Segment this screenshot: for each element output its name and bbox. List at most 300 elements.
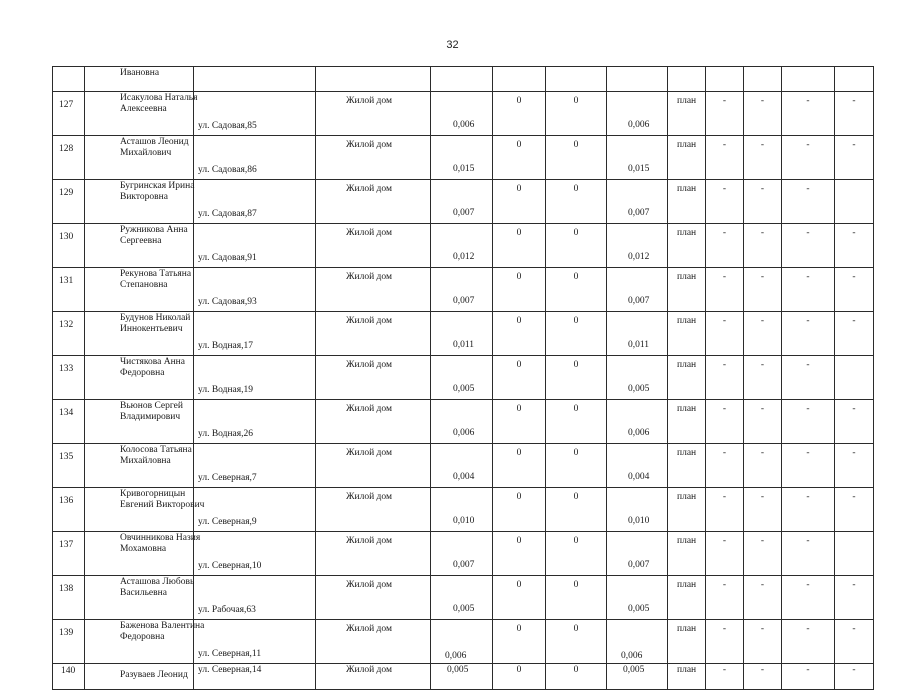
owner-name-line2: Владимирович — [120, 412, 181, 422]
address: ул. Водная,19 — [198, 385, 254, 395]
dash: - — [722, 580, 727, 590]
cell-c1 — [493, 664, 546, 690]
dash: - — [760, 96, 765, 106]
cell-num — [53, 532, 85, 576]
value-c1: 0 — [516, 96, 522, 106]
area-value: 0,006 — [453, 428, 475, 438]
area-value-total: 0,007 — [628, 296, 650, 306]
cell-area-b — [607, 224, 668, 268]
area-value-total: 0,004 — [628, 472, 650, 482]
object-type: Жилой дом — [346, 665, 392, 675]
value-c1: 0 — [516, 140, 522, 150]
area-value: 0,007 — [453, 296, 475, 306]
dash: - — [760, 228, 765, 238]
value-c1: 0 — [516, 624, 522, 634]
dash: - — [760, 536, 765, 546]
row-number: 137 — [59, 540, 74, 550]
owner-name-line1: Ружникова Анна — [120, 225, 188, 235]
object-type: Жилой дом — [346, 536, 392, 546]
cell-address — [194, 224, 316, 268]
cell-d4 — [835, 356, 874, 400]
owner-name-line1: Кривогорницын — [120, 489, 186, 499]
cell-d3 — [782, 620, 835, 664]
owner-name-line1: Баженова Валентина — [120, 621, 205, 631]
area-value: 0,005 — [453, 604, 475, 614]
owner-name-line2: Викторовна — [120, 192, 168, 202]
row-number: 132 — [59, 320, 74, 330]
area-value: 0,007 — [453, 208, 475, 218]
cell-owner — [85, 488, 205, 532]
cell-area-b — [607, 312, 668, 356]
value-c1: 0 — [516, 665, 522, 675]
cell-num — [53, 576, 85, 620]
cell-num — [53, 400, 85, 444]
value-c1: 0 — [516, 492, 522, 502]
object-type: Жилой дом — [346, 492, 392, 502]
dash: - — [852, 624, 856, 634]
cell-d4 — [835, 180, 874, 224]
cell-c1 — [493, 620, 546, 664]
owner-name-line2: Мохамовна — [120, 544, 167, 554]
cell-area-a — [431, 180, 493, 224]
area-value-total: 0,015 — [628, 164, 650, 174]
table-row — [53, 312, 874, 356]
cell-c2 — [546, 664, 607, 690]
cell-address — [194, 268, 316, 312]
cell-d4 — [835, 136, 874, 180]
cell-status — [668, 444, 706, 488]
area-value-total: 0,012 — [628, 252, 650, 262]
status: план — [677, 96, 697, 106]
table-row — [53, 224, 874, 268]
table-row — [53, 92, 874, 136]
dash: - — [722, 96, 727, 106]
dash: - — [852, 140, 856, 150]
object-type: Жилой дом — [346, 316, 392, 326]
cell-type — [316, 268, 431, 312]
cell-owner — [85, 312, 194, 356]
cell-address — [194, 488, 316, 532]
address: ул. Водная,17 — [198, 341, 254, 351]
cell-status — [668, 224, 706, 268]
value-c2: 0 — [573, 536, 579, 546]
address: ул. Садовая,93 — [198, 297, 257, 307]
cell-d2 — [744, 312, 782, 356]
cell-c2 — [546, 180, 607, 224]
cell-d4 — [835, 268, 874, 312]
status: план — [677, 665, 697, 675]
dash: - — [760, 272, 765, 282]
status: план — [677, 272, 697, 282]
value-c1: 0 — [516, 272, 522, 282]
cell-num — [53, 180, 85, 224]
object-type: Жилой дом — [346, 360, 392, 370]
cell-type — [316, 664, 431, 690]
table-row — [53, 444, 874, 488]
address: ул. Рабочая,63 — [198, 605, 256, 615]
table-row — [53, 268, 874, 312]
dash: - — [722, 665, 727, 675]
object-type: Жилой дом — [346, 624, 392, 634]
cell-num — [53, 312, 85, 356]
dash: - — [806, 272, 810, 282]
object-type: Жилой дом — [346, 96, 392, 106]
dash: - — [852, 492, 856, 502]
cell-owner — [85, 224, 194, 268]
address: ул. Садовая,86 — [198, 165, 257, 175]
cell-area-b — [607, 488, 668, 532]
dash: - — [760, 624, 765, 634]
table-row — [53, 400, 874, 444]
cell-d3 — [782, 400, 835, 444]
row-number: 128 — [59, 144, 74, 154]
cell-c1 — [493, 92, 546, 136]
cell-d3 — [782, 136, 835, 180]
cell-c2 — [546, 576, 607, 620]
area-value: 0,010 — [453, 516, 475, 526]
table-row — [53, 67, 874, 92]
status: план — [677, 448, 697, 458]
status: план — [677, 140, 697, 150]
cell-d3 — [782, 444, 835, 488]
cell-c2 — [546, 268, 607, 312]
value-c2: 0 — [573, 96, 579, 106]
dash: - — [722, 272, 727, 282]
value-c2: 0 — [573, 624, 579, 634]
address: ул. Водная,26 — [198, 429, 254, 439]
status: план — [677, 624, 697, 634]
object-type: Жилой дом — [346, 272, 392, 282]
cell-area-a — [431, 620, 493, 664]
cell-type — [316, 620, 431, 664]
dash: - — [852, 228, 856, 238]
cell-d1 — [706, 620, 744, 664]
row-number: 135 — [59, 452, 74, 462]
cell-d3 — [782, 664, 835, 690]
cell-d4 — [835, 620, 874, 664]
dash: - — [806, 624, 810, 634]
cell-num — [53, 92, 85, 136]
status: план — [677, 360, 697, 370]
owner-name-line1: Асташова Любовь — [120, 577, 195, 587]
cell-owner — [85, 576, 194, 620]
status: план — [677, 316, 697, 326]
cell-d2 — [744, 268, 782, 312]
area-value: 0,015 — [453, 164, 475, 174]
cell-area-a — [431, 664, 493, 690]
dash: - — [760, 492, 765, 502]
cell-c2 — [546, 620, 607, 664]
cell-d4 — [835, 92, 874, 136]
cell-d3 — [782, 576, 835, 620]
value-c2: 0 — [573, 184, 579, 194]
dash: - — [722, 536, 727, 546]
cell-area-a — [431, 488, 493, 532]
cell-d2 — [744, 180, 782, 224]
cell-owner — [85, 136, 194, 180]
cell-status — [668, 532, 706, 576]
cell-d2 — [744, 620, 782, 664]
value-c2: 0 — [573, 228, 579, 238]
object-type: Жилой дом — [346, 228, 392, 238]
cell-area-a — [431, 92, 493, 136]
owner-name-line1: Асташов Леонид — [120, 137, 189, 147]
cell-owner — [85, 92, 198, 136]
dash: - — [722, 316, 727, 326]
cell-address — [194, 67, 316, 92]
dash: - — [760, 360, 765, 370]
dash: - — [806, 316, 810, 326]
value-c2: 0 — [573, 140, 579, 150]
dash: - — [806, 536, 810, 546]
row-number: 131 — [59, 276, 74, 286]
status: план — [677, 580, 697, 590]
cell-d3 — [782, 67, 835, 92]
cell-c1 — [493, 444, 546, 488]
cell-area-a — [431, 356, 493, 400]
cell-owner — [85, 532, 201, 576]
cell-d1 — [706, 312, 744, 356]
status: план — [677, 184, 697, 194]
cell-d2 — [744, 444, 782, 488]
owner-name-line2: Степановна — [120, 280, 168, 290]
cell-area-b — [607, 444, 668, 488]
cell-type — [316, 67, 431, 92]
owner-name-line2: Сергеевна — [120, 236, 162, 246]
cell-area-a — [431, 224, 493, 268]
dash: - — [806, 448, 810, 458]
area-value-total: 0,005 — [628, 384, 650, 394]
row-number: 139 — [59, 628, 74, 638]
value-c2: 0 — [573, 272, 579, 282]
cell-d4 — [835, 664, 874, 690]
cell-num — [53, 224, 85, 268]
cell-d1 — [706, 268, 744, 312]
owner-name-line2: Федоровна — [120, 632, 165, 642]
cell-area-b — [607, 268, 668, 312]
cell-type — [316, 224, 431, 268]
cell-d4 — [835, 400, 874, 444]
value-c2: 0 — [573, 448, 579, 458]
owner-name-line2: Михайловна — [120, 456, 171, 466]
address: ул. Северная,10 — [198, 561, 262, 571]
cell-type — [316, 180, 431, 224]
area-value: 0,011 — [453, 340, 475, 350]
cell-d2 — [744, 576, 782, 620]
cell-type — [316, 400, 431, 444]
object-type: Жилой дом — [346, 580, 392, 590]
owner-name: Ивановна — [120, 68, 160, 78]
dash: - — [852, 580, 856, 590]
owner-name-line1: Чистякова Анна — [120, 357, 185, 367]
area-value: 0,005 — [447, 665, 469, 675]
cell-area-a — [431, 576, 493, 620]
cell-d2 — [744, 224, 782, 268]
cell-d3 — [782, 488, 835, 532]
cell-d2 — [744, 67, 782, 92]
cell-owner — [85, 444, 194, 488]
cell-d3 — [782, 312, 835, 356]
cell-d2 — [744, 532, 782, 576]
cell-num — [53, 356, 85, 400]
cell-c1 — [493, 268, 546, 312]
cell-owner — [85, 67, 194, 92]
cell-d2 — [744, 400, 782, 444]
cell-address — [194, 620, 316, 664]
cell-area-b — [607, 356, 668, 400]
cell-num — [53, 444, 85, 488]
cell-num — [53, 136, 85, 180]
area-value-total: 0,006 — [621, 651, 643, 661]
cell-d1 — [706, 92, 744, 136]
cell-area-a — [431, 532, 493, 576]
cell-c2 — [546, 92, 607, 136]
cell-d2 — [744, 356, 782, 400]
owner-name-line2: Иннокентьевич — [120, 324, 183, 334]
cell-type — [316, 532, 431, 576]
cell-d3 — [782, 532, 835, 576]
value-c1: 0 — [516, 184, 522, 194]
cell-status — [668, 180, 706, 224]
owner-name-line2: Евгений Викторович — [120, 500, 205, 510]
cell-area-b — [607, 620, 668, 664]
cell-type — [316, 576, 431, 620]
cell-d1 — [706, 400, 744, 444]
cell-area-b — [607, 180, 668, 224]
cell-status — [668, 356, 706, 400]
object-type: Жилой дом — [346, 184, 392, 194]
cell-d2 — [744, 488, 782, 532]
cell-type — [316, 444, 431, 488]
area-value: 0,005 — [453, 384, 475, 394]
area-value-total: 0,006 — [628, 428, 650, 438]
dash: - — [852, 316, 856, 326]
dash: - — [852, 448, 856, 458]
dash: - — [760, 580, 765, 590]
dash: - — [760, 404, 765, 414]
cell-owner — [85, 268, 194, 312]
cell-area-b — [607, 67, 668, 92]
cell-area-b — [607, 576, 668, 620]
cell-status — [668, 400, 706, 444]
owner-name-line1: Будунов Николай — [120, 313, 191, 323]
cell-c1 — [493, 576, 546, 620]
cell-type — [316, 92, 431, 136]
table-row — [53, 488, 874, 532]
cell-c1 — [493, 312, 546, 356]
dash: - — [852, 272, 856, 282]
cell-d1 — [706, 488, 744, 532]
address: ул. Садовая,85 — [198, 121, 257, 131]
cell-type — [316, 312, 431, 356]
cell-address — [194, 664, 316, 690]
cell-status — [668, 576, 706, 620]
address: ул. Северная,7 — [198, 473, 257, 483]
cell-d4 — [835, 312, 874, 356]
row-number: 134 — [59, 408, 74, 418]
cell-c2 — [546, 356, 607, 400]
address: ул. Северная,14 — [198, 665, 262, 675]
area-value: 0,012 — [453, 252, 475, 262]
owner-name-line2: Михайлович — [120, 148, 172, 158]
cell-d1 — [706, 180, 744, 224]
cell-d1 — [706, 664, 744, 690]
cell-d4 — [835, 576, 874, 620]
cell-type — [316, 136, 431, 180]
value-c1: 0 — [516, 228, 522, 238]
table-row — [53, 180, 874, 224]
cell-owner — [85, 664, 194, 690]
cell-d1 — [706, 444, 744, 488]
area-value: 0,007 — [453, 560, 475, 570]
dash: - — [806, 665, 810, 675]
dash: - — [852, 665, 856, 675]
cell-status — [668, 664, 706, 690]
cell-area-b — [607, 400, 668, 444]
cell-d4 — [835, 532, 874, 576]
cell-c2 — [546, 444, 607, 488]
cell-area-b — [607, 532, 668, 576]
value-c1: 0 — [516, 404, 522, 414]
object-type: Жилой дом — [346, 140, 392, 150]
cell-status — [668, 312, 706, 356]
dash: - — [760, 448, 765, 458]
table-row — [53, 532, 874, 576]
cell-d3 — [782, 356, 835, 400]
cell-status — [668, 136, 706, 180]
dash: - — [760, 665, 765, 675]
area-value-total: 0,006 — [628, 120, 650, 130]
cell-address — [194, 400, 316, 444]
cell-type — [316, 488, 431, 532]
cell-c1 — [493, 488, 546, 532]
value-c1: 0 — [516, 536, 522, 546]
value-c1: 0 — [516, 316, 522, 326]
area-value-total: 0,005 — [623, 665, 645, 675]
dash: - — [806, 492, 810, 502]
value-c2: 0 — [573, 404, 579, 414]
value-c1: 0 — [516, 580, 522, 590]
dash: - — [722, 360, 727, 370]
dash: - — [852, 404, 856, 414]
cell-area-a — [431, 312, 493, 356]
cell-d3 — [782, 92, 835, 136]
cell-num — [53, 268, 85, 312]
status: план — [677, 404, 697, 414]
cell-area-a — [431, 444, 493, 488]
status: план — [677, 228, 697, 238]
dash: - — [722, 492, 727, 502]
value-c1: 0 — [516, 448, 522, 458]
value-c2: 0 — [573, 665, 579, 675]
cell-area-b — [607, 136, 668, 180]
address: ул. Садовая,91 — [198, 253, 257, 263]
value-c2: 0 — [573, 580, 579, 590]
cell-area-a — [431, 268, 493, 312]
cell-address — [194, 576, 316, 620]
cell-d2 — [744, 664, 782, 690]
cell-c2 — [546, 136, 607, 180]
owner-name-line1: Исакулова Наталья — [120, 93, 198, 103]
cell-c2 — [546, 488, 607, 532]
cell-area-b — [607, 664, 668, 690]
table-row — [53, 356, 874, 400]
cell-d2 — [744, 92, 782, 136]
cell-c1 — [493, 356, 546, 400]
owner-name-line1: Колосова Татьяна — [120, 445, 192, 455]
cell-status — [668, 488, 706, 532]
area-value-total: 0,005 — [628, 604, 650, 614]
